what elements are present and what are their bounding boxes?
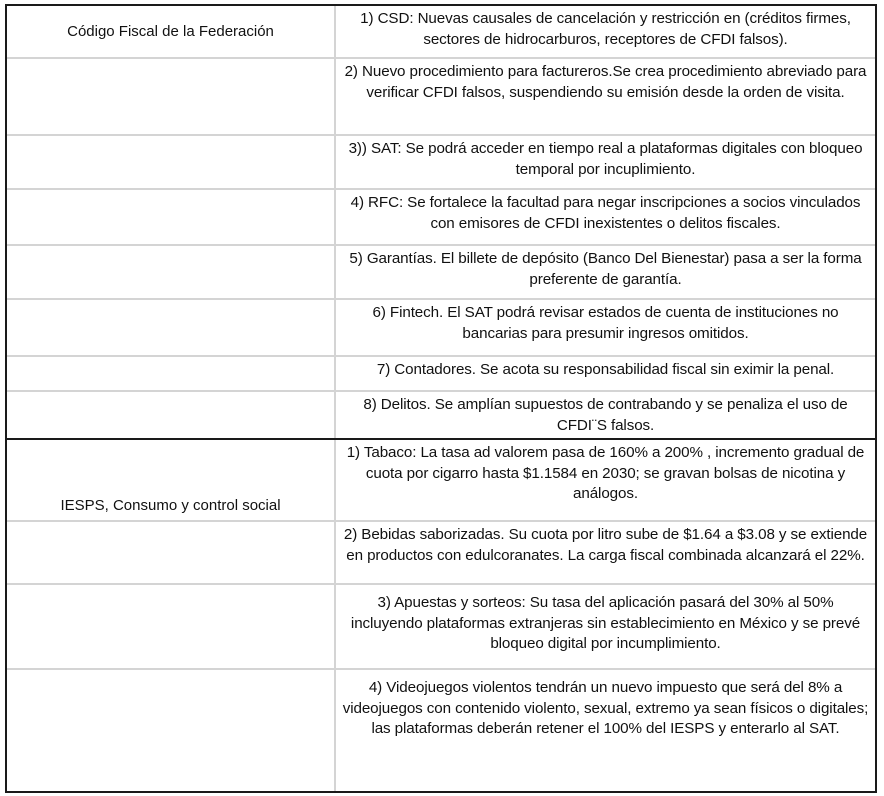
reform-table (5, 4, 877, 793)
table-row (7, 670, 875, 791)
table-row (7, 6, 875, 59)
item-cell: 3) Apuestas y sorteos: Su tasa del aplicación pasará del 30% al 50% incluyendo plataformas extranjeras sin establecimiento en México y se prevé bloqueo digital por incumplimiento. (350, 594, 861, 652)
item-cell: 4) Videojuegos violentos tendrán un nuevo impuesto que será del 8% a videojuegos con contenido violento, sexual, extremo ya sean físicos o digitales; las plataformas deberán retener el 100% del IESPS y enterarlo al SAT. (342, 679, 869, 737)
item-cell: 2) Bebidas saborizadas. Su cuota por litro sube de $1.64 a $3.08 y se extiende en productos con edulcoranates. La carga fiscal combinada alcanzará el 22%. (343, 526, 868, 564)
table-row (7, 190, 875, 246)
empty-cell (7, 300, 336, 355)
table-row (7, 300, 875, 357)
item-cell: 8) Delitos. Se amplían supuestos de contrabando y se penaliza el uso de CFDI¨S falsos. (363, 396, 848, 434)
item-cell: 5) Garantías. El billete de depósito (Banco Del Bienestar) pasa a ser la forma preferente de garantía. (349, 250, 862, 288)
empty-cell (7, 670, 336, 791)
item-cell: 6) Fintech. El SAT podrá revisar estados de cuenta de instituciones no bancarias para presumir ingresos omitidos. (372, 304, 839, 342)
table-row (7, 357, 875, 392)
table-row (7, 585, 875, 670)
table-row (7, 522, 875, 585)
table-row (7, 59, 875, 136)
empty-cell (7, 246, 336, 298)
empty-cell (7, 59, 336, 134)
item-cell: 2) Nuevo procedimiento para factureros.Se crea procedimiento abreviado para verificar CFDI falsos, suspendiendo su emisión desde la orden de visita. (344, 63, 867, 101)
item-cell: 1) CSD: Nuevas causales de cancelación y restricción en (créditos firmes, sectores de hidrocarburos, receptores de CFDI falsos). (360, 10, 851, 48)
empty-cell (7, 522, 336, 583)
section-title-iesps: IESPS, Consumo y control social (7, 440, 336, 520)
empty-cell (7, 585, 336, 668)
item-cell: 7) Contadores. Se acota su responsabilidad fiscal sin eximir la penal. (376, 361, 835, 378)
item-cell: 3)) SAT: Se podrá acceder en tiempo real a plataformas digitales con bloqueo temporal por incuplimiento. (348, 140, 863, 178)
table-row (7, 136, 875, 190)
empty-cell (7, 190, 336, 244)
empty-cell (7, 136, 336, 188)
table-row (7, 440, 875, 522)
empty-cell (7, 392, 336, 438)
section-title-cff: Código Fiscal de la Federación (7, 6, 336, 57)
table-row (7, 392, 875, 440)
table-row (7, 246, 875, 300)
item-cell: 1) Tabaco: La tasa ad valorem pasa de 160% a 200% , incremento gradual de cuota por cigarro hasta $1.1584 en 2030; se gravan bolsas de nicotina y análogos. (346, 444, 865, 502)
empty-cell (7, 357, 336, 390)
item-cell: 4) RFC: Se fortalece la facultad para negar inscripciones a socios vinculados con emisores de CFDI inexistentes o delitos fiscales. (350, 194, 861, 232)
